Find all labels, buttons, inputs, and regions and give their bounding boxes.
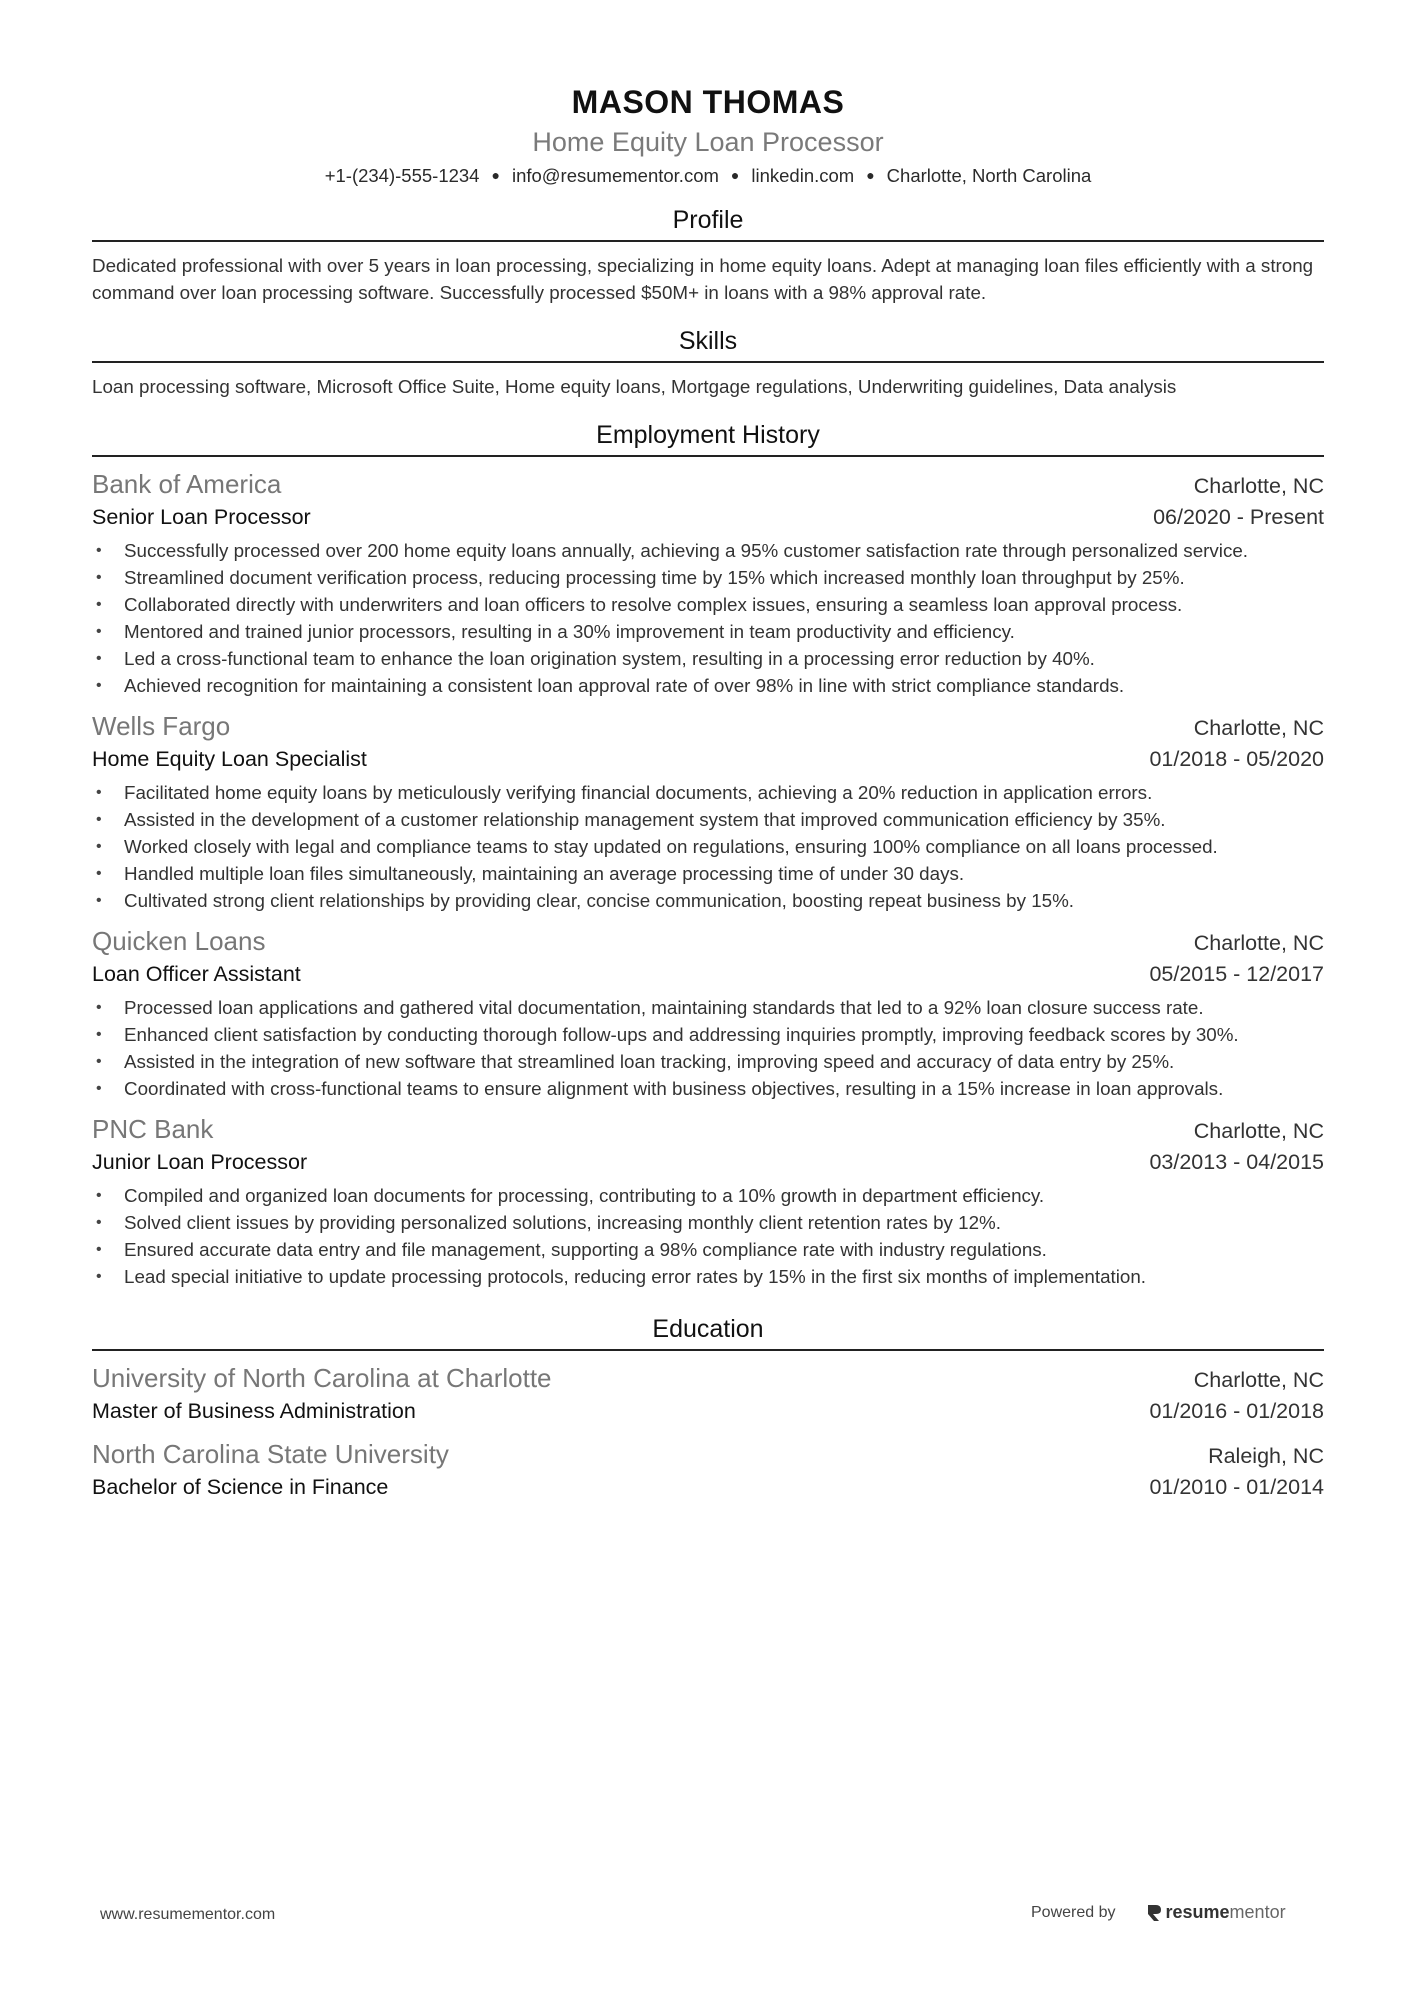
job-bullet: • Achieved recognition for maintaining a consistent loan approval rate of over 98% in line with strict compliance standards. — [92, 672, 1324, 699]
job-bullet: • Led a cross-functional team to enhance the loan origination system, resulting in a processing error reduction by 40%. — [92, 645, 1324, 672]
brand-name-light: mentor — [1229, 1902, 1286, 1922]
job-bullet: • Assisted in the development of a customer relationship management system that improved communication efficiency by 35%. — [92, 806, 1324, 833]
job-bullet: • Compiled and organized loan documents for processing, contributing to a 10% growth in department efficiency. — [92, 1182, 1324, 1209]
job-header-row — [92, 1112, 1324, 1146]
job-bullets — [92, 1182, 1324, 1290]
job-header-row — [92, 467, 1324, 501]
school-name: University of North Carolina at Charlotte — [92, 1363, 552, 1393]
job-bullet: • Collaborated directly with underwriters and loan officers to resolve complex issues, ensuring a seamless loan approval process. — [92, 591, 1324, 618]
school-header-row — [92, 1361, 1324, 1395]
footer-website[interactable]: www.resumementor.com — [100, 1906, 276, 1923]
job-bullet: • Coordinated with cross-functional teams to ensure alignment with business objectives, resulting in a 15% increase in loan approvals. — [92, 1075, 1324, 1102]
job-bullet: • Cultivated strong client relationships by providing clear, concise communication, boosting repeat business by 15%. — [92, 887, 1324, 914]
job-title: Junior Loan Processor — [92, 1150, 308, 1174]
degree-title: Bachelor of Science in Finance — [92, 1475, 389, 1499]
job-title-row — [92, 1146, 1324, 1178]
job-bullet: • Facilitated home equity loans by meticulously verifying financial documents, achieving a 20% reduction in application errors. — [92, 779, 1324, 806]
degree-title: Master of Business Administration — [92, 1399, 416, 1423]
job-entry — [92, 1112, 1324, 1290]
job-entry — [92, 467, 1324, 699]
job-bullet: • Processed loan applications and gathered vital documentation, maintaining standards that led to a 92% loan closure success rate. — [92, 994, 1324, 1021]
job-title-row — [92, 743, 1324, 775]
contact-email: info@resumementor.com — [511, 165, 719, 186]
job-bullet: • Mentored and trained junior processors, resulting in a 30% improvement in team productivity and efficiency. — [92, 618, 1324, 645]
school-location: Raleigh, NC — [1208, 1444, 1324, 1468]
school-name: North Carolina State University — [92, 1439, 449, 1469]
resumementor-logo-icon — [1146, 1903, 1162, 1923]
job-title-row — [92, 958, 1324, 990]
job-bullet: • Assisted in the integration of new software that streamlined loan tracking, improving speed and accuracy of data entry by 25%. — [92, 1048, 1324, 1075]
degree-dates: 01/2010 - 01/2014 — [1149, 1475, 1324, 1499]
job-location: Charlotte, NC — [1193, 1119, 1324, 1143]
school-header-row — [92, 1437, 1324, 1471]
job-bullets — [92, 779, 1324, 914]
job-bullet: • Streamlined document verification process, reducing processing time by 15% which increased monthly loan throughput by 25%. — [92, 564, 1324, 591]
contact-line — [92, 162, 1324, 189]
education-entry — [92, 1361, 1324, 1427]
employment-list — [92, 467, 1324, 1290]
job-entry — [92, 924, 1324, 1102]
job-company: PNC Bank — [92, 1114, 214, 1144]
powered-by-label: Powered by — [1031, 1903, 1116, 1921]
job-dates: 01/2018 - 05/2020 — [1149, 747, 1324, 771]
bullet-separator: ● — [866, 167, 875, 183]
school-location: Charlotte, NC — [1193, 1368, 1324, 1392]
job-company: Wells Fargo — [92, 711, 231, 741]
job-dates: 03/2013 - 04/2015 — [1149, 1150, 1324, 1174]
job-bullet: • Enhanced client satisfaction by conducting thorough follow-ups and addressing inquiries promptly, improving feedback scores by 30%. — [92, 1021, 1324, 1048]
contact-linkedin: linkedin.com — [751, 165, 855, 186]
job-title: Home Equity Loan Specialist — [92, 747, 367, 771]
contact-location: Charlotte, North Carolina — [886, 165, 1092, 186]
section-title-education: Education — [92, 1312, 1324, 1351]
education-entry — [92, 1437, 1324, 1503]
candidate-role: Home Equity Loan Processor — [532, 127, 884, 157]
contact-phone: +1-(234)-555-1234 — [324, 165, 480, 186]
job-bullet: • Ensured accurate data entry and file management, supporting a 98% compliance rate with industry regulations. — [92, 1236, 1324, 1263]
degree-row — [92, 1471, 1324, 1503]
brand-logo[interactable] — [1146, 1902, 1286, 1923]
job-company: Bank of America — [92, 469, 282, 499]
job-dates: 06/2020 - Present — [1153, 505, 1324, 529]
section-title-skills: Skills — [92, 324, 1324, 363]
job-location: Charlotte, NC — [1193, 931, 1324, 955]
degree-dates: 01/2016 - 01/2018 — [1149, 1399, 1324, 1423]
job-header-row — [92, 709, 1324, 743]
skills-text: Loan processing software, Microsoft Office Suite, Home equity loans, Mortgage regulations, Underwriting guidelines, Data analysis — [92, 376, 1177, 397]
job-location: Charlotte, NC — [1193, 474, 1324, 498]
job-location: Charlotte, NC — [1193, 716, 1324, 740]
brand-name-bold: resume — [1165, 1902, 1230, 1922]
job-bullet: • Lead special initiative to update processing protocols, reducing error rates by 15% in the first six months of implementation. — [92, 1263, 1324, 1290]
job-bullets — [92, 994, 1324, 1102]
resume-header — [92, 80, 1324, 189]
footer-branding — [1031, 1902, 1286, 1923]
job-title-row — [92, 501, 1324, 533]
job-header-row — [92, 924, 1324, 958]
resume-page — [92, 80, 1324, 1503]
degree-row — [92, 1395, 1324, 1427]
job-bullet: • Successfully processed over 200 home equity loans annually, achieving a 95% customer satisfaction rate through personalized service. — [92, 537, 1324, 564]
section-title-employment: Employment History — [92, 418, 1324, 457]
profile-text: Dedicated professional with over 5 years in loan processing, specializing in home equity loans. Adept at managing loan files efficiently with a strong command over loan processing software. Successfully processed $50M+ in loans with a 98% approval rate. — [92, 255, 1314, 303]
job-bullet: • Handled multiple loan files simultaneously, maintaining an average processing time of under 30 days. — [92, 860, 1324, 887]
job-title: Loan Officer Assistant — [92, 962, 301, 986]
job-bullet: • Solved client issues by providing personalized solutions, increasing monthly client retention rates by 12%. — [92, 1209, 1324, 1236]
section-title-profile: Profile — [92, 203, 1324, 242]
job-dates: 05/2015 - 12/2017 — [1149, 962, 1324, 986]
job-title: Senior Loan Processor — [92, 505, 311, 529]
candidate-name: MASON THOMAS — [571, 84, 845, 120]
job-bullets — [92, 537, 1324, 699]
bullet-separator: ● — [730, 167, 740, 183]
job-company: Quicken Loans — [92, 926, 266, 956]
job-entry — [92, 709, 1324, 914]
bullet-separator: ● — [491, 167, 500, 183]
job-bullet: • Worked closely with legal and compliance teams to stay updated on regulations, ensuring 100% compliance on all loans processed. — [92, 833, 1324, 860]
education-list — [92, 1361, 1324, 1503]
